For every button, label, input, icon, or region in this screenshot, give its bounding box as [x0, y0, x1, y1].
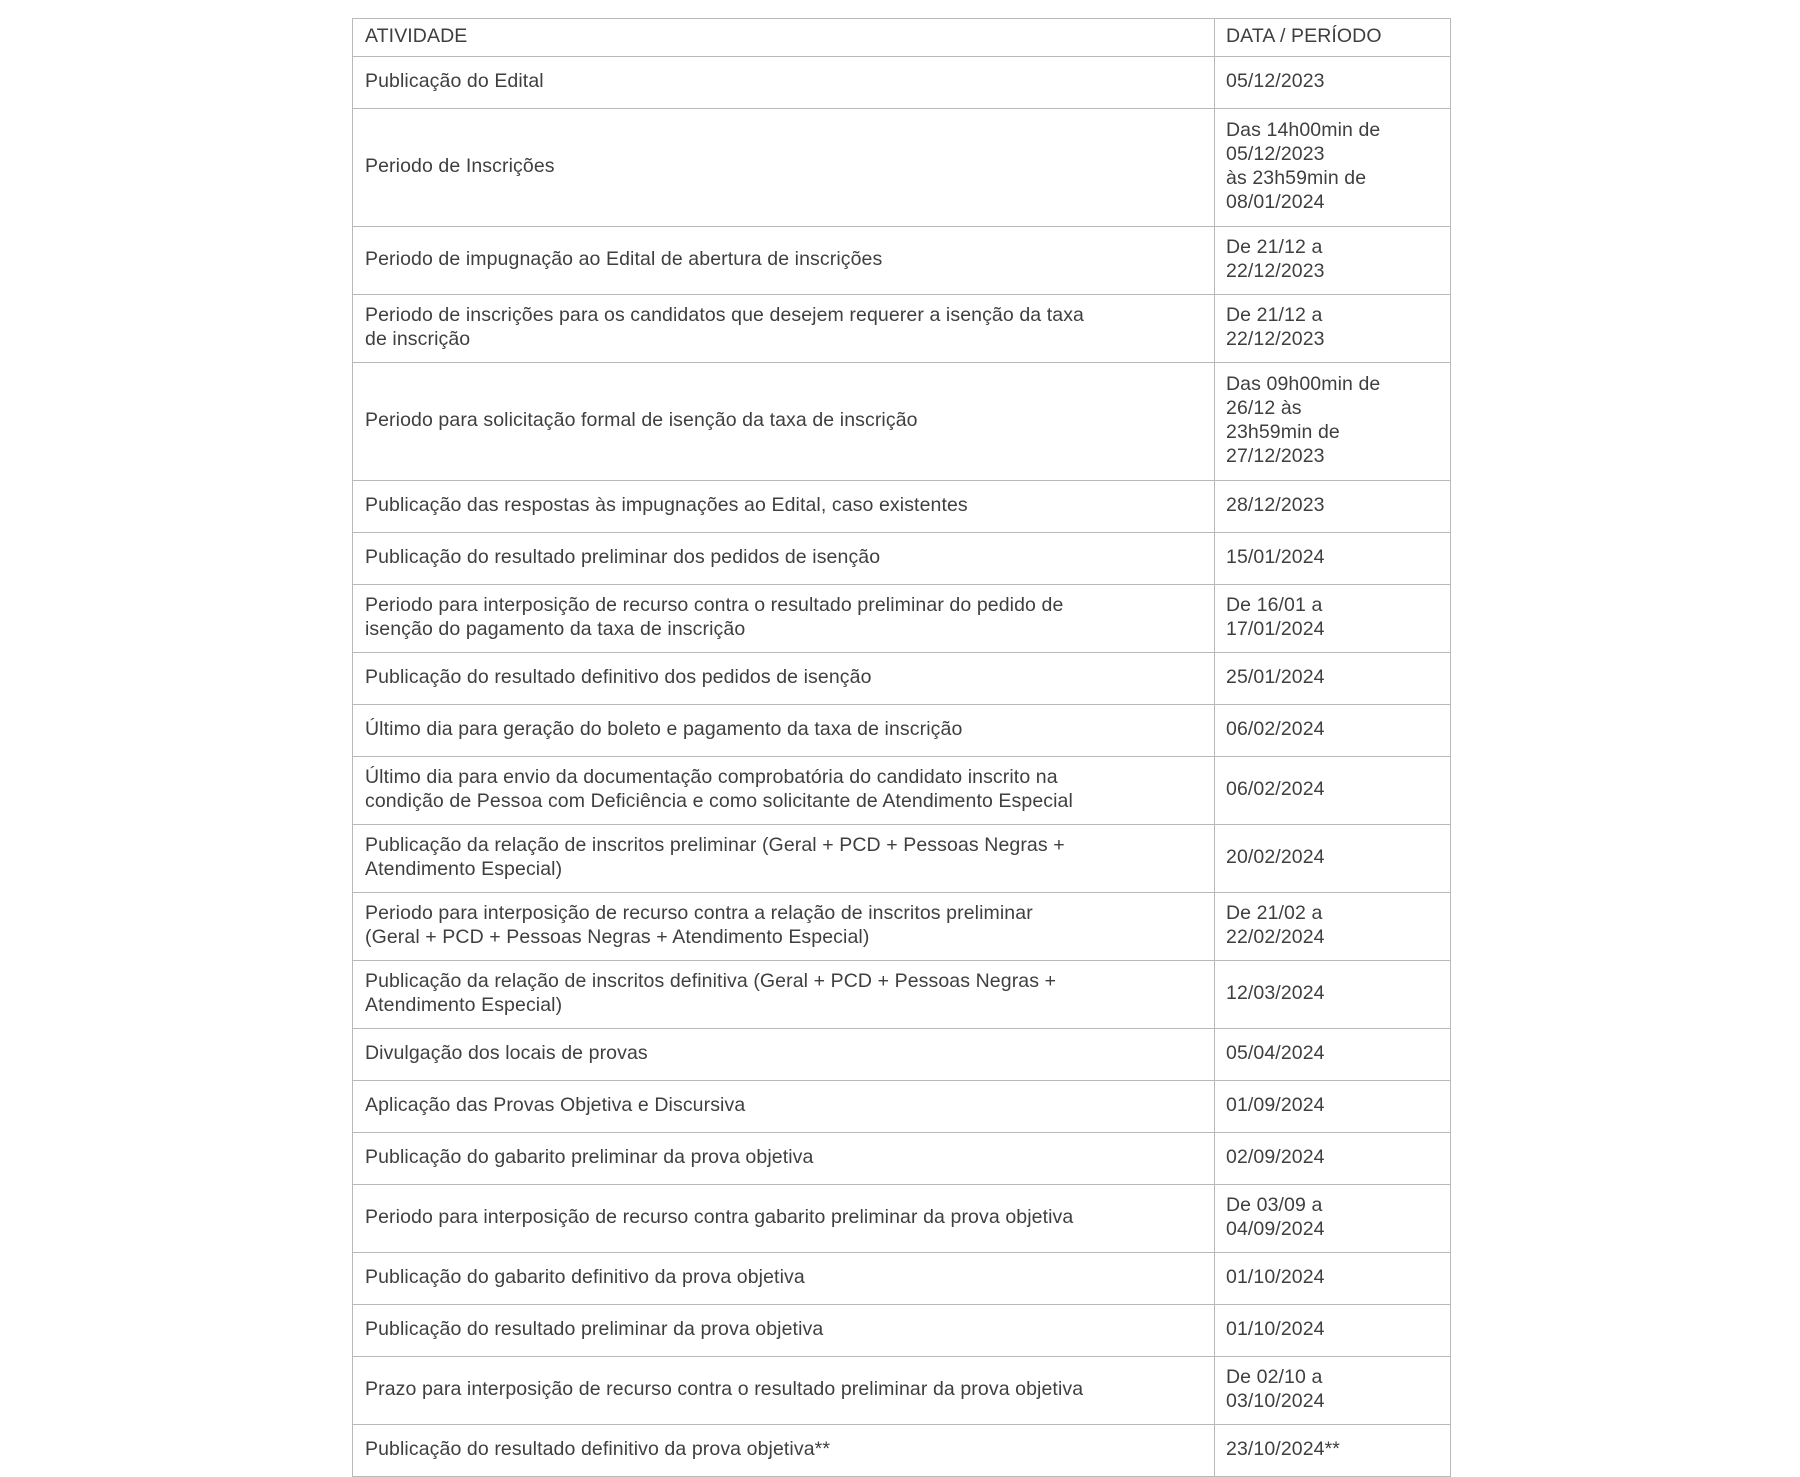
table-row — [353, 1356, 1451, 1424]
schedule-table — [352, 18, 1451, 1477]
activity-text-line: Último dia para envio da documentação comprobatória do candidato inscrito na — [365, 766, 1058, 788]
date-text-line: 04/09/2024 — [1226, 1217, 1325, 1240]
cell-activity — [353, 1424, 1215, 1476]
cell-date — [1215, 1028, 1451, 1080]
table-row — [353, 704, 1451, 756]
cell-date — [1215, 294, 1451, 362]
date-text-line: 22/12/2023 — [1226, 259, 1325, 282]
activity-text-line: Periodo de impugnação ao Edital de abertura de inscrições — [365, 247, 883, 270]
cell-date — [1215, 892, 1451, 960]
date-text-line: 01/09/2024 — [1226, 1093, 1325, 1116]
date-text-line: De 21/12 a — [1226, 236, 1323, 258]
cell-activity — [353, 1356, 1215, 1424]
date-text-line: 01/10/2024 — [1226, 1317, 1325, 1340]
cell-date — [1215, 824, 1451, 892]
cell-activity — [353, 756, 1215, 824]
table-row — [353, 584, 1451, 652]
table-body — [353, 56, 1451, 1476]
table-head — [353, 19, 1451, 57]
table-row — [353, 892, 1451, 960]
table-row — [353, 1252, 1451, 1304]
date-text-line: 12/03/2024 — [1226, 981, 1325, 1004]
table-row — [353, 362, 1451, 480]
cell-date — [1215, 362, 1451, 480]
date-text-line: 05/12/2023 — [1226, 69, 1325, 92]
date-text-line: De 03/09 a — [1226, 1194, 1323, 1216]
cell-activity — [353, 652, 1215, 704]
date-text-line: às 23h59min de — [1226, 166, 1367, 189]
activity-text-line: Aplicação das Provas Objetiva e Discursiva — [365, 1093, 746, 1116]
cell-activity — [353, 56, 1215, 108]
date-text-line: 17/01/2024 — [1226, 617, 1325, 640]
cell-activity — [353, 1028, 1215, 1080]
table-header-row — [353, 19, 1451, 57]
date-text-line: 23/10/2024** — [1226, 1437, 1340, 1460]
activity-text-line: Publicação do resultado definitivo dos pedidos de isenção — [365, 665, 872, 688]
activity-text-line: Atendimento Especial) — [365, 857, 563, 880]
table-row — [353, 226, 1451, 294]
cell-activity — [353, 1252, 1215, 1304]
activity-text-line: Publicação da relação de inscritos definitiva (Geral + PCD + Pessoas Negras + — [365, 970, 1057, 992]
cell-date — [1215, 584, 1451, 652]
date-text-line: 06/02/2024 — [1226, 717, 1325, 740]
date-text-line: 28/12/2023 — [1226, 493, 1325, 516]
cell-activity — [353, 108, 1215, 226]
date-text-line: 23h59min de — [1226, 420, 1340, 443]
activity-text-line: Último dia para geração do boleto e pagamento da taxa de inscrição — [365, 717, 963, 740]
activity-text-line: Publicação da relação de inscritos preliminar (Geral + PCD + Pessoas Negras + — [365, 834, 1065, 856]
cell-date — [1215, 1424, 1451, 1476]
date-text-line: 22/12/2023 — [1226, 327, 1325, 350]
table-row — [353, 294, 1451, 362]
activity-text-line: Periodo para interposição de recurso contra gabarito preliminar da prova objetiva — [365, 1205, 1074, 1228]
activity-text-line: Periodo para interposição de recurso contra a relação de inscritos preliminar — [365, 902, 1033, 924]
date-text-line: 27/12/2023 — [1226, 444, 1325, 467]
activity-text-line: Publicação do gabarito preliminar da prova objetiva — [365, 1145, 814, 1168]
cell-date — [1215, 56, 1451, 108]
cell-activity — [353, 226, 1215, 294]
date-text-line: De 21/02 a — [1226, 902, 1323, 924]
cell-date — [1215, 1184, 1451, 1252]
cell-date — [1215, 1356, 1451, 1424]
table-row — [353, 56, 1451, 108]
cell-date — [1215, 1132, 1451, 1184]
cell-date — [1215, 1080, 1451, 1132]
table-row — [353, 108, 1451, 226]
date-text-line: 20/02/2024 — [1226, 845, 1325, 868]
cell-activity — [353, 294, 1215, 362]
schedule-table-container — [352, 18, 1450, 1477]
activity-text-line: Publicação do resultado definitivo da prova objetiva** — [365, 1437, 831, 1460]
column-header-date: DATA / PERÍODO — [1215, 19, 1451, 57]
date-text-line: 02/09/2024 — [1226, 1145, 1325, 1168]
date-text-line: 01/10/2024 — [1226, 1265, 1325, 1288]
date-text-line: 26/12 às — [1226, 397, 1302, 419]
date-text-line: 25/01/2024 — [1226, 665, 1325, 688]
table-row — [353, 960, 1451, 1028]
cell-date — [1215, 652, 1451, 704]
date-text-line: 08/01/2024 — [1226, 190, 1325, 213]
date-text-line: De 21/12 a — [1226, 304, 1323, 326]
table-row — [353, 1132, 1451, 1184]
activity-text-line: Periodo de inscrições para os candidatos que desejem requerer a isenção da taxa — [365, 304, 1085, 326]
date-text-line: 22/02/2024 — [1226, 925, 1325, 948]
cell-date — [1215, 756, 1451, 824]
activity-text-line: (Geral + PCD + Pessoas Negras + Atendimento Especial) — [365, 925, 870, 948]
cell-activity — [353, 704, 1215, 756]
activity-text-line: Atendimento Especial) — [365, 993, 563, 1016]
activity-text-line: Periodo para solicitação formal de isenção da taxa de inscrição — [365, 408, 918, 431]
cell-date — [1215, 960, 1451, 1028]
cell-date — [1215, 480, 1451, 532]
date-text-line: Das 14h00min de — [1226, 119, 1381, 142]
cell-activity — [353, 362, 1215, 480]
table-row — [353, 1028, 1451, 1080]
activity-text-line: Periodo para interposição de recurso contra o resultado preliminar do pedido de — [365, 594, 1064, 616]
cell-date — [1215, 108, 1451, 226]
activity-text-line: Publicação do Edital — [365, 69, 544, 92]
table-row — [353, 1424, 1451, 1476]
date-text-line: 06/02/2024 — [1226, 777, 1325, 800]
table-row — [353, 1184, 1451, 1252]
date-text-line: De 02/10 a — [1226, 1366, 1323, 1388]
activity-text-line: Publicação do resultado preliminar dos pedidos de isenção — [365, 545, 881, 568]
cell-date — [1215, 226, 1451, 294]
cell-date — [1215, 1252, 1451, 1304]
table-row — [353, 1304, 1451, 1356]
cell-activity — [353, 480, 1215, 532]
table-row — [353, 480, 1451, 532]
activity-text-line: Publicação do resultado preliminar da prova objetiva — [365, 1317, 824, 1340]
cell-activity — [353, 1132, 1215, 1184]
cell-date — [1215, 704, 1451, 756]
date-text-line: De 16/01 a — [1226, 594, 1323, 616]
date-text-line: Das 09h00min de — [1226, 373, 1381, 396]
cell-activity — [353, 1184, 1215, 1252]
table-row — [353, 756, 1451, 824]
cell-activity — [353, 960, 1215, 1028]
cell-activity — [353, 1304, 1215, 1356]
activity-text-line: Divulgação dos locais de provas — [365, 1041, 648, 1064]
date-text-line: 05/04/2024 — [1226, 1041, 1325, 1064]
cell-activity — [353, 1080, 1215, 1132]
table-row — [353, 652, 1451, 704]
cell-date — [1215, 532, 1451, 584]
date-text-line: 05/12/2023 — [1226, 143, 1325, 165]
activity-text-line: Prazo para interposição de recurso contra o resultado preliminar da prova objetiva — [365, 1377, 1084, 1400]
activity-text-line: condição de Pessoa com Deficiência e como solicitante de Atendimento Especial — [365, 789, 1073, 812]
table-row — [353, 1080, 1451, 1132]
cell-activity — [353, 584, 1215, 652]
cell-activity — [353, 532, 1215, 584]
activity-text-line: Publicação do gabarito definitivo da prova objetiva — [365, 1265, 805, 1288]
table-row — [353, 532, 1451, 584]
date-text-line: 03/10/2024 — [1226, 1389, 1325, 1412]
activity-text-line: isenção do pagamento da taxa de inscrição — [365, 617, 746, 640]
activity-text-line: de inscrição — [365, 327, 471, 350]
activity-text-line: Periodo de Inscrições — [365, 154, 555, 177]
column-header-activity: ATIVIDADE — [353, 19, 1215, 57]
cell-date — [1215, 1304, 1451, 1356]
date-text-line: 15/01/2024 — [1226, 545, 1325, 568]
cell-activity — [353, 892, 1215, 960]
table-row — [353, 824, 1451, 892]
activity-text-line: Publicação das respostas às impugnações ao Edital, caso existentes — [365, 493, 968, 516]
cell-activity — [353, 824, 1215, 892]
